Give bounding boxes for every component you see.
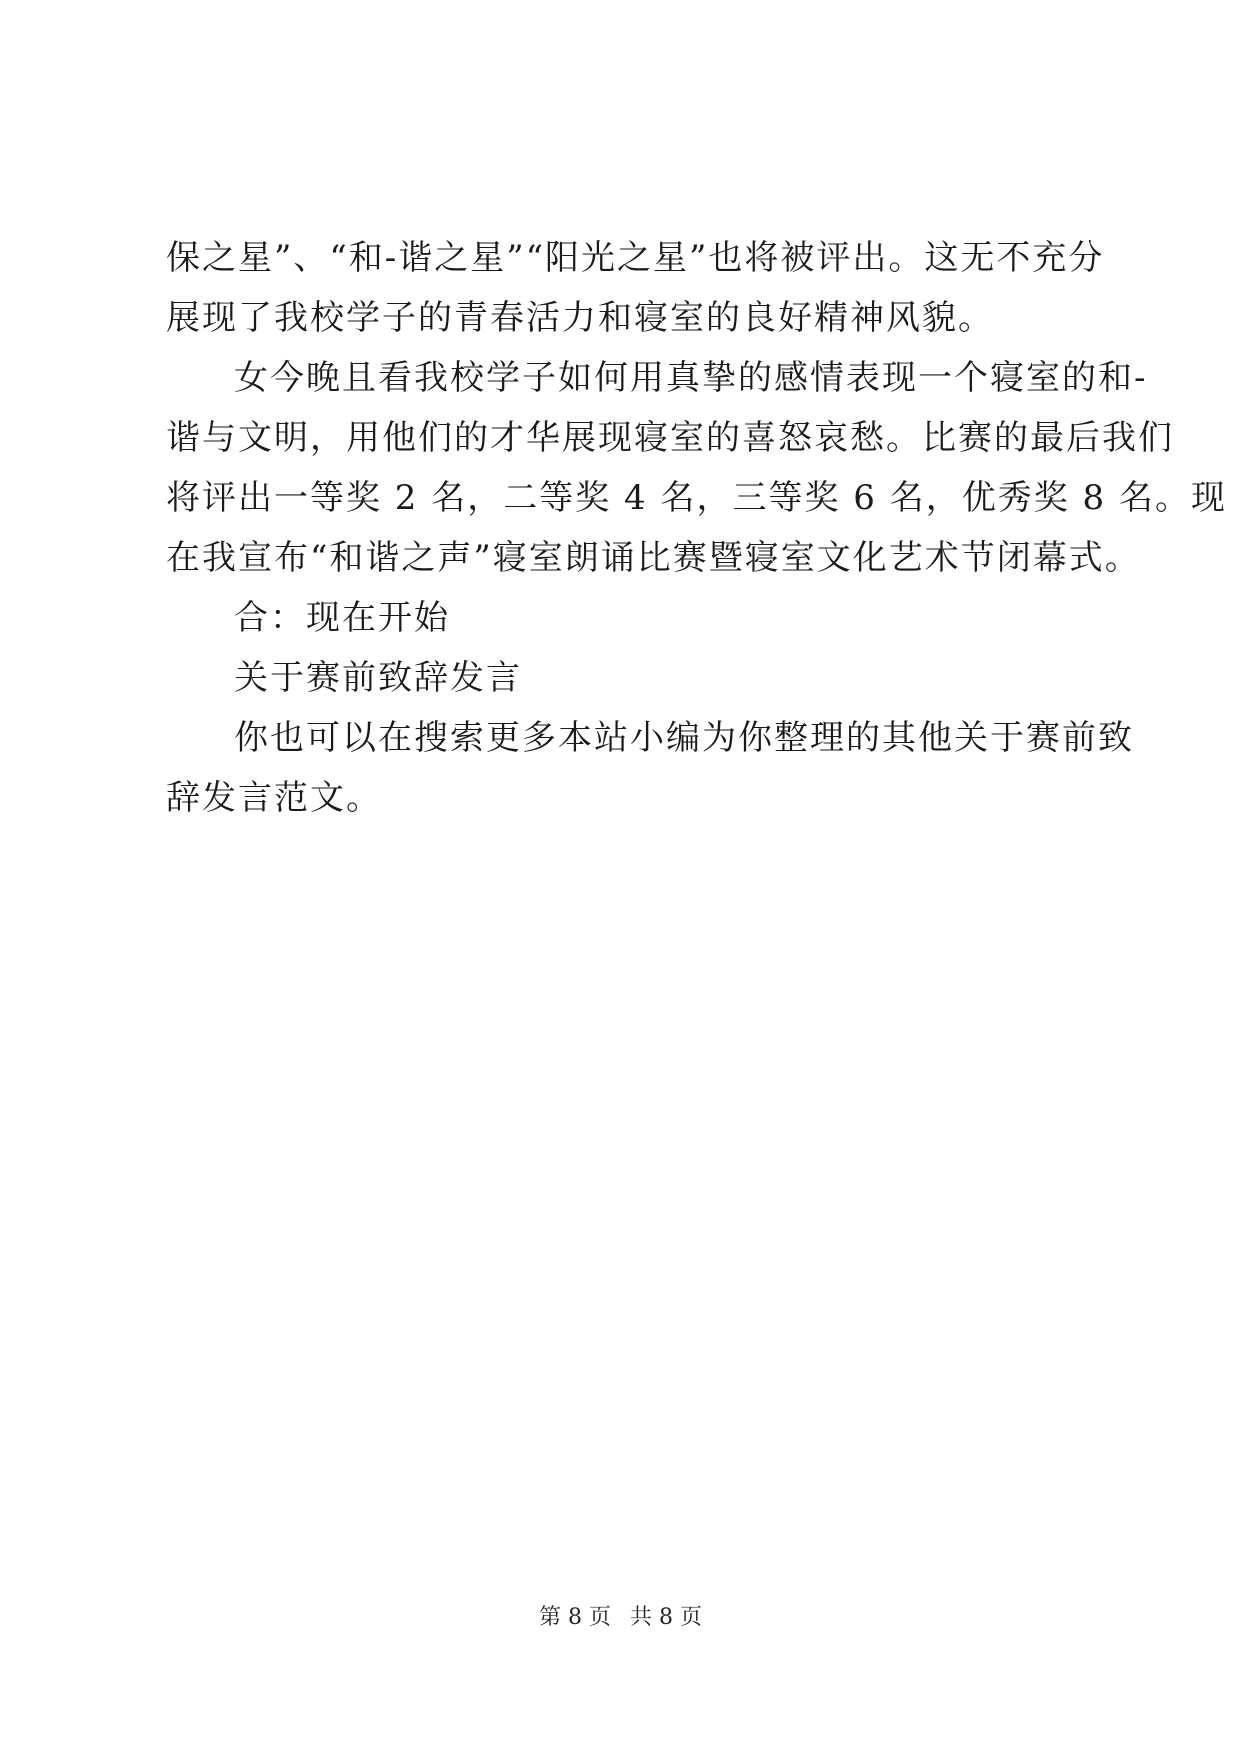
paragraph-line: 合：现在开始 [234, 598, 450, 638]
paragraph-line: 在我宣布“和谐之声”寝室朗诵比赛暨寝室文化艺术节闭幕式。 [166, 538, 1141, 578]
page-total: 共 8 页 [630, 1605, 702, 1630]
paragraph-line: 将评出一等奖 2 名，二等奖 4 名，三等奖 6 名，优秀奖 8 名。现 [166, 478, 1227, 518]
page-footer [0, 1600, 1241, 1631]
document-body [166, 228, 1227, 828]
paragraph-line: 辞发言范文。 [166, 778, 382, 818]
paragraph-line: 关于赛前致辞发言 [234, 658, 522, 698]
paragraph-line: 谐与文明，用他们的才华展现寝室的喜怒哀愁。比赛的最后我们 [166, 418, 1174, 458]
paragraph-line: 你也可以在搜索更多本站小编为你整理的其他关于赛前致 [234, 718, 1134, 758]
paragraph-line: 女今晚且看我校学子如何用真挚的感情表现一个寝室的和- [234, 358, 1148, 398]
paragraph-line: 展现了我校学子的青春活力和寝室的良好精神风貌。 [166, 298, 994, 338]
paragraph-line: 保之星”、“和-谐之星”“阳光之星”也将被评出。这无不充分 [166, 238, 1105, 278]
page-number: 第 8 页 [539, 1605, 611, 1630]
